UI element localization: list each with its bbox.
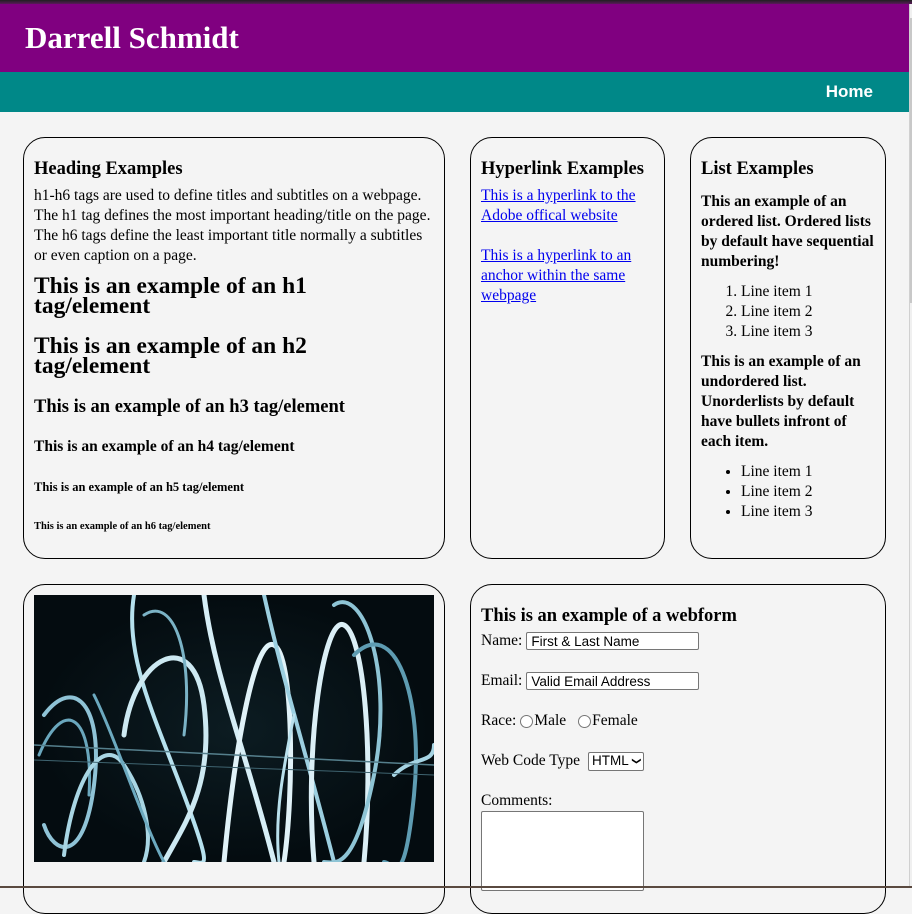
code-type-select[interactable]: [588, 752, 644, 771]
chevron-down-icon: ❯: [631, 757, 642, 765]
list-item: 3. Line item 3: [741, 322, 875, 342]
neon-lights-image: [34, 595, 434, 862]
race-label: Race:: [481, 712, 517, 729]
card-title: Heading Examples: [34, 159, 183, 179]
neon-tubes-graphic: [34, 595, 434, 862]
h5-example: This is an example of an h5 tag/element: [34, 480, 245, 494]
h4-example: This is an example of an h4 tag/element: [34, 438, 295, 455]
anchor-link[interactable]: This is a hyperlink to an anchor within the same webpage: [481, 247, 632, 304]
heading-examples-card: [23, 137, 445, 559]
h1-example: This is an example of an h1 tag/element: [34, 273, 307, 319]
card-title: List Examples: [701, 159, 814, 179]
list-examples-card: [690, 137, 886, 559]
ordered-list-description: This an example of an ordered list. Ordered lists by default have sequential numbering!: [701, 193, 874, 270]
email-input[interactable]: [526, 672, 699, 690]
site-title: Darrell Schmidt: [25, 20, 239, 55]
unordered-list-description: This is an example of an undordered list. Unorderlists by default have bullets infront of each item.: [701, 353, 861, 450]
h6-example: This is an example of an h6 tag/element: [34, 521, 211, 532]
code-type-label: Web Code Type: [481, 752, 580, 769]
radio-button[interactable]: [520, 715, 533, 728]
image-card: [23, 584, 445, 914]
card-title: Hyperlink Examples: [481, 159, 644, 179]
unordered-list: [701, 462, 875, 522]
comments-label: Comments:: [481, 792, 553, 809]
heading-intro-text: h1-h6 tags are used to define titles and subtitles on a webpage. The h1 tag defines the most important heading/title on the page. The h6 tags define the least important title normally a subtitles or even caption on a page.: [34, 187, 431, 264]
email-row: [481, 671, 875, 691]
nav-home-link[interactable]: Home: [825, 82, 873, 101]
ordered-list: [701, 282, 875, 342]
nav-bar: [0, 72, 909, 112]
radio-label: Female: [592, 712, 638, 729]
webform-card: [470, 584, 886, 914]
email-label: Email:: [481, 672, 523, 689]
site-header: [0, 0, 912, 72]
name-row: [481, 631, 875, 651]
code-type-row: [481, 751, 875, 771]
radio-female[interactable]: [578, 711, 638, 731]
list-item: 1. Line item 1: [741, 282, 875, 302]
comments-textarea[interactable]: [481, 811, 644, 891]
h3-example: This is an example of an h3 tag/element: [34, 397, 345, 417]
select-value: HTML: [591, 753, 629, 768]
list-item: • Line item 1: [741, 462, 875, 482]
list-item: • Line item 2: [741, 482, 875, 502]
name-input[interactable]: [526, 632, 699, 650]
radio-button[interactable]: [578, 715, 591, 728]
h2-example: This is an example of an h2 tag/element: [34, 333, 307, 379]
window-top-edge: [0, 0, 912, 4]
adobe-website-link[interactable]: This is a hyperlink to the Adobe offical website: [481, 187, 636, 224]
list-item: 2. Line item 2: [741, 302, 875, 322]
list-item: • Line item 3: [741, 502, 875, 522]
radio-label: Male: [534, 712, 567, 729]
hyperlink-examples-card: [470, 137, 665, 559]
race-row: [481, 711, 875, 731]
radio-male[interactable]: [520, 711, 566, 731]
form-title: This is an example of a webform: [481, 606, 737, 626]
name-label: Name:: [481, 632, 523, 649]
